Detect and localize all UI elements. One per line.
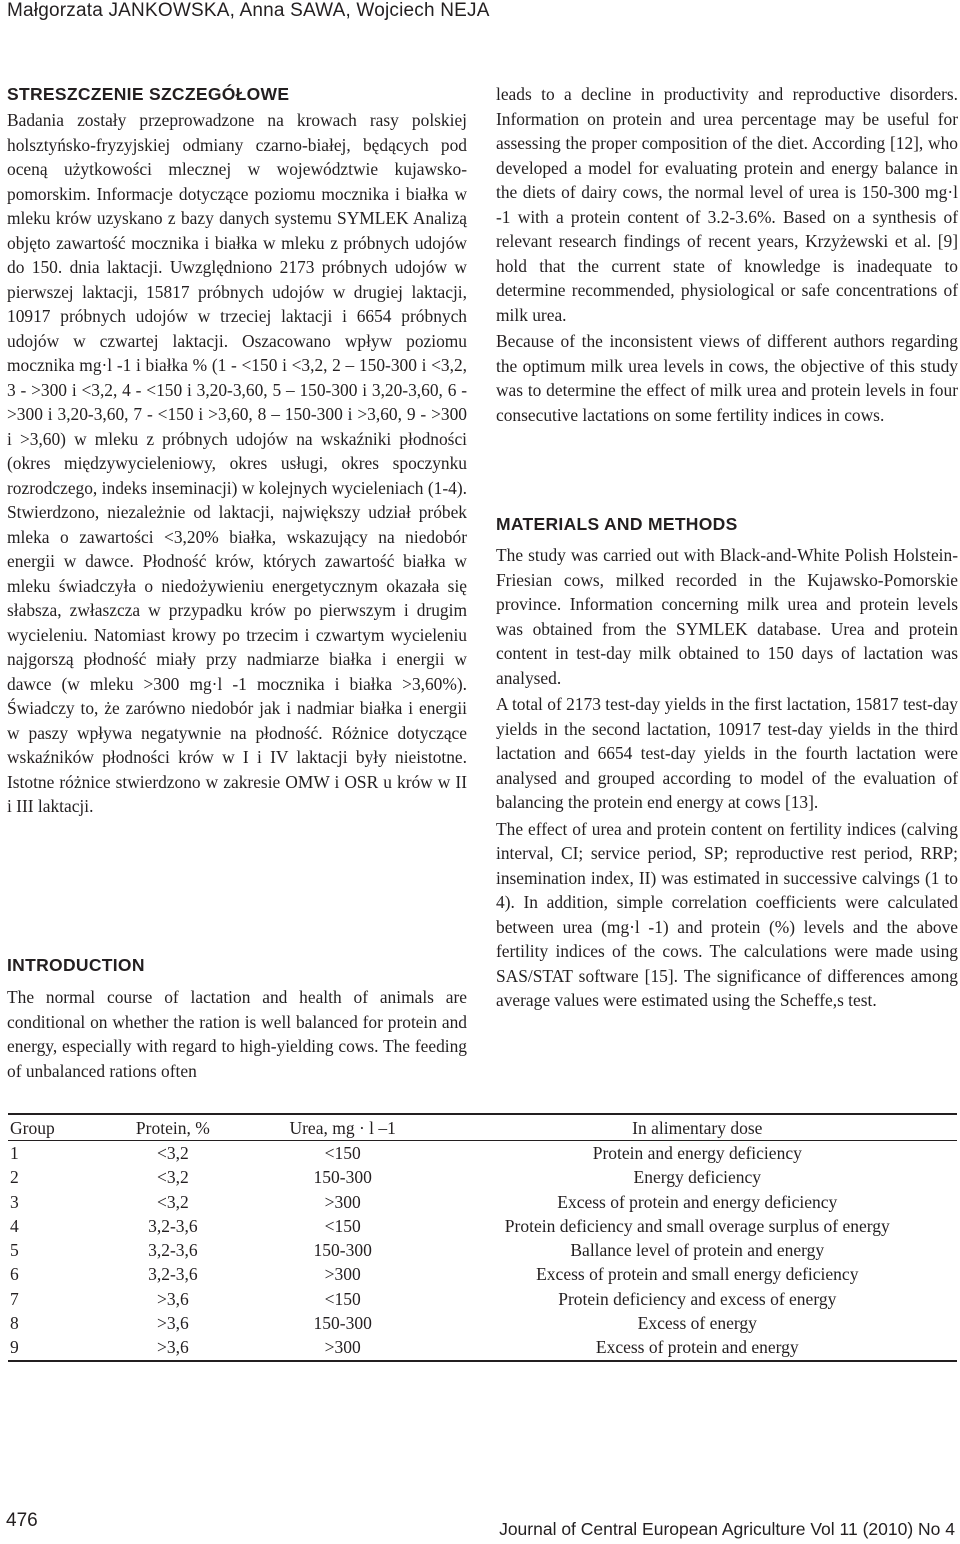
cell-urea: <150 — [324, 1215, 361, 1236]
cell-urea: >300 — [324, 1191, 361, 1212]
running-header-authors: Małgorzata JANKOWSKA, Anna SAWA, Wojciech NEJA — [7, 0, 490, 21]
cell-dose: Excess of protein and energy — [438, 1335, 957, 1360]
table-row — [8, 1335, 957, 1360]
table-row — [8, 1238, 957, 1262]
header-urea: Urea, mg · l –1 — [248, 1114, 438, 1141]
table-row — [8, 1214, 957, 1238]
right-column — [496, 82, 958, 1010]
cell-urea: >300 — [248, 1335, 438, 1360]
cell-dose: Protein deficiency and small overage surplus of energy — [504, 1215, 890, 1236]
methods-paragraph-3: The effect of urea and protein content on fertility indices (calving interval, CI; service period, SP; reproductive rest period, RRP; insemination index, II) was estimated in successive calvings (1 to 4). In addition, simple correlation coefficients were calculated between urea (mg·l -1) and protein (%) levels and the above fertility indices of the cows. The calculations were made using SAS/STAT software [15]. The significance of differences among average values were estimated using the Scheffe,s test. — [496, 818, 958, 1010]
cell-group: 9 — [8, 1335, 98, 1360]
cell-urea: <150 — [324, 1288, 361, 1309]
table-row — [8, 1287, 957, 1311]
cell-protein: >3,6 — [98, 1335, 248, 1360]
cell-group: 8 — [10, 1313, 19, 1334]
cell-urea: <150 — [324, 1143, 361, 1163]
left-column — [7, 82, 467, 1081]
header-group: Group — [8, 1114, 98, 1141]
cell-protein: <3,2 — [156, 1191, 189, 1212]
introduction-paragraph: The normal course of lactation and health of animals are conditional on whether the ration is well balanced for protein and energy, especially with regard to high-yielding cows. The feeding of unbalanced rations often — [7, 987, 467, 1081]
page-number: 476 — [6, 1510, 38, 1531]
cell-group: 5 — [10, 1240, 19, 1261]
summary-heading: STRESZCZENIE SZCZEGÓŁOWE — [7, 84, 290, 104]
methods-paragraph-2: A total of 2173 test-day yields in the first lactation, 15817 test-day yields in the second lactation, 10917 test-day yields in the third lactation and 6654 test-day yields in the fourth lactation were analysed and grouped according to model of the evaluation of balancing the protein end energy at cows [13]. — [496, 694, 958, 812]
cell-protein: >3,6 — [156, 1288, 189, 1309]
cell-urea: >300 — [324, 1264, 361, 1285]
cell-protein: >3,6 — [156, 1313, 189, 1334]
journal-footer: Journal of Central European Agriculture Vol 11 (2010) No 4 — [499, 1519, 955, 1539]
objective-paragraph: Because of the inconsistent views of different authors regarding the optimum milk urea levels in cows, the objective of this study was to determine the effect of milk urea and protein levels in four consecutive lactations on some fertility indices in cows. — [496, 331, 958, 425]
cell-dose: Protein and energy deficiency — [592, 1143, 802, 1163]
cell-dose: Excess of energy — [637, 1313, 757, 1334]
table-row — [8, 1165, 957, 1189]
table-row — [8, 1262, 957, 1286]
table-row — [8, 1190, 957, 1214]
cell-protein: <3,2 — [156, 1143, 189, 1163]
methods-heading: MATERIALS AND METHODS — [496, 514, 738, 534]
table-row — [8, 1141, 957, 1166]
cell-protein: <3,2 — [156, 1167, 189, 1188]
cell-group: 2 — [10, 1167, 19, 1188]
cell-group: 6 — [10, 1264, 19, 1285]
introduction-heading: INTRODUCTION — [7, 955, 145, 975]
groups-table — [8, 1113, 957, 1362]
header-alimentary-dose: In alimentary dose — [438, 1114, 957, 1141]
header-protein: Protein, % — [98, 1114, 248, 1141]
introduction-continued-paragraph: leads to a decline in productivity and reproductive disorders. Information on protein and urea percentage may be useful for assessing the proper composition of the diet. According [12], who developed a model for evaluating protein and energy balance in the diets of dairy cows, the normal level of urea is 150-300 mg·l -1 with a protein content of 3.2-3.6%. Based on a synthesis of relevant research findings of recent years, Krzyżewski et al. [9] hold that the current state of knowledge is inadequate to determine recommended, physiological or safe concentrations of milk urea. — [496, 84, 958, 325]
cell-group: 3 — [10, 1191, 19, 1212]
cell-group: 4 — [10, 1215, 19, 1236]
table-header-row — [8, 1114, 957, 1141]
cell-urea: 150-300 — [313, 1313, 372, 1334]
cell-group: 1 — [10, 1143, 19, 1163]
methods-body — [496, 543, 958, 1015]
cell-dose: Excess of protein and energy deficiency — [557, 1191, 838, 1212]
cell-urea: 150-300 — [313, 1240, 372, 1261]
cell-group: 7 — [10, 1288, 19, 1309]
cell-protein: 3,2-3,6 — [148, 1215, 198, 1236]
cell-protein: 3,2-3,6 — [148, 1264, 198, 1285]
cell-urea: 150-300 — [313, 1167, 372, 1188]
summary-paragraph: Badania zostały przeprowadzone na krowach rasy polskiej holsztyńsko-fryzyjskiej odmiany czarno-białej, będących pod oceną użytkowości mlecznej w województwie kujawsko-pomorskim. Informacje dotyczące poziomu mocznika i białka w mleku krów uzyskano z bazy danych systemu SYMLEK Analizą objęto zawartość mocznika i białka w mleku z próbnych udojów do 150. dnia laktacji. Uwzględniono 2173 próbnych udojów w pierwszej laktacji, 15817 próbnych udojów w drugiej laktacji, 10917 próbnych udojów w trzeciej laktacji i 6654 próbnych udojów w czwartej laktacji. Oszacowano wpływ poziomu mocznika mg·l -1 i białka % (1 - <150 i <3,2, 2 – 150-300 i <3,2, 3 - >300 i <3,2, 4 - <150 i 3,20-3,60, 5 – 150-300 i 3,20-3,60, 6 - >300 i 3,20-3,60, 7 - <150 i >3,60, 8 – 150-300 i >3,60, 9 - >300 i >3,60) w mleku z próbnych udojów na wskaźniki płodności (okres międzywycieleniowy, okres usługi, okres spoczynku rozrodczego, indeks inseminacji) w kolejnych wycieleniach (1-4). Stwierdzono, niezależnie od laktacji, największy udział próbek mleka o zawartości <3,20% białka, wskazujący na niedobór energii w dawce. Płodność krów, których zawartość białka w mleku świadczyła o niedożywieniu energetycznym okazała się słabsza, zwłaszcza w przypadku krów po pierwszym i drugim wycieleniu. Natomiast krowy po trzecim i czwartym wycieleniu najgorszą płodność miały przy nadmiarze białka i energii w dawce (w mleku >300 mg·l -1 mocznika i białka >3,60%). Świadczy to, że zarówno niedobór jak i nadmiar białka i energii w paszy wpływa negatywnie na płodność. Różnice dotyczące wskaźników płodności krów w I i IV laktacji były nieistotne. Istotne różnice stwierdzono w zakresie OMW i OSR u krów w II i III laktacji. — [7, 110, 467, 816]
table-row — [8, 1311, 957, 1335]
cell-dose: Excess of protein and small energy deficiency — [536, 1264, 859, 1285]
cell-dose: Protein deficiency and excess of energy — [558, 1288, 837, 1309]
methods-paragraph-1: The study was carried out with Black-and-White Polish Holstein-Friesian cows, milked recorded in the Kujawsko-Pomorskie province. Information concerning milk urea and protein levels was obtained from the SYMLEK database. Urea and protein content in test-day milk obtained to 150 days of lactation was analysed. — [496, 545, 958, 688]
cell-dose: Energy deficiency — [633, 1167, 762, 1188]
cell-protein: 3,2-3,6 — [148, 1240, 198, 1261]
cell-dose: Ballance level of protein and energy — [570, 1240, 825, 1261]
